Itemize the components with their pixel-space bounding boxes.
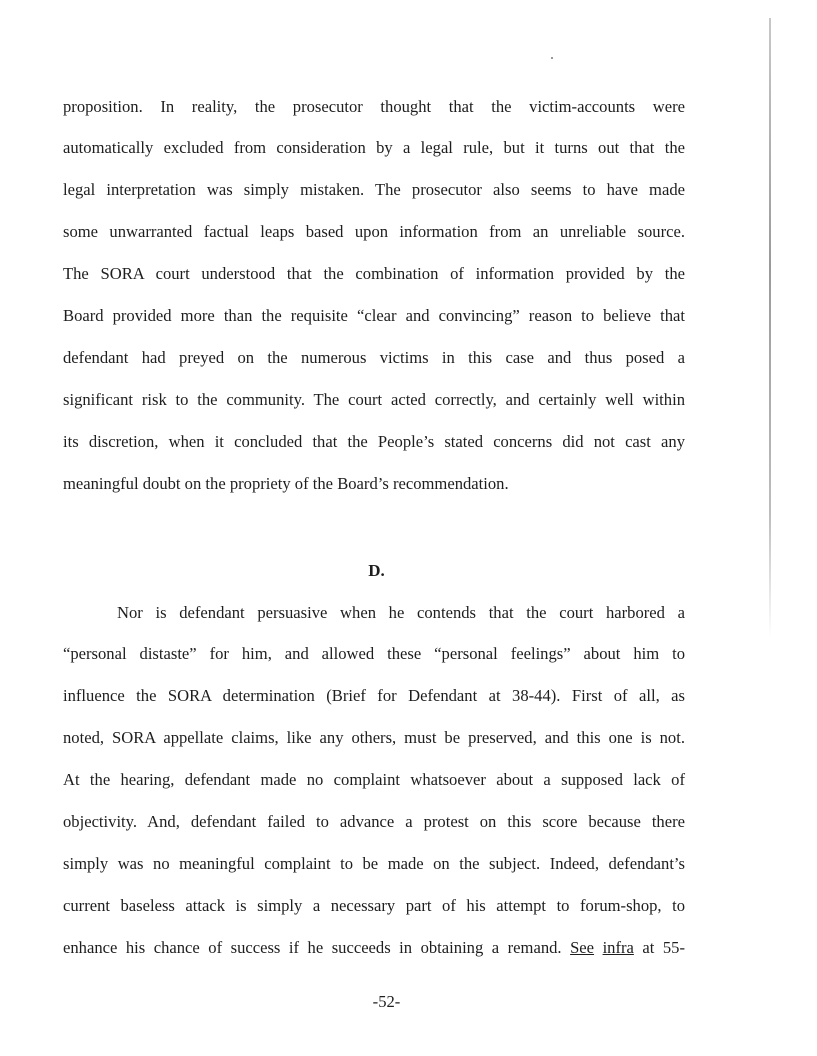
section-heading-label: D. xyxy=(368,561,385,580)
text-line: Nor is defendant persuasive when he contends that the court harbored a xyxy=(117,603,685,622)
text-line: influence the SORA determination (Brief for Defendant at 38-44). First of all, as xyxy=(63,686,685,705)
text-line: automatically excluded from consideration by a legal rule, but it turns out that the xyxy=(63,138,685,157)
text-line: its discretion, when it concluded that the People’s stated concerns did not cast any xyxy=(63,432,685,451)
text-line: meaningful doubt on the propriety of the Board’s recommendation. xyxy=(63,474,509,493)
text-segment: enhance his chance of success if he succeeds in obtaining a remand. xyxy=(63,938,571,957)
text-line: legal interpretation was simply mistaken. The prosecutor also seems to have made xyxy=(63,180,685,199)
text-line: some unwarranted factual leaps based upon information from an unreliable source. xyxy=(63,222,685,241)
text-line-with-citation xyxy=(63,938,685,958)
page-number xyxy=(0,992,817,1012)
text-line: simply was no meaningful complaint to be made on the subject. Indeed, defendant’s xyxy=(63,854,685,873)
text-line: The SORA court understood that the combination of information provided by the xyxy=(63,264,685,283)
text-line: current baseless attack is simply a necessary part of his attempt to forum-shop, to xyxy=(63,896,685,915)
scan-edge-shadow xyxy=(769,18,771,638)
text-line: Board provided more than the requisite “clear and convincing” reason to believe that xyxy=(63,306,685,325)
text-segment: at 55- xyxy=(633,938,685,957)
text-line: proposition. In reality, the prosecutor thought that the victim-accounts were xyxy=(63,97,685,116)
citation-see: See xyxy=(570,938,595,957)
scan-speck xyxy=(551,57,553,59)
text-line: objectivity. And, defendant failed to advance a protest on this score because there xyxy=(63,812,685,831)
text-line: defendant had preyed on the numerous victims in this case and thus posed a xyxy=(63,348,685,367)
text-line: noted, SORA appellate claims, like any others, must be preserved, and this one is not. xyxy=(63,728,685,747)
text-line: significant risk to the community. The court acted correctly, and certainly well within xyxy=(63,390,685,409)
text-line: “personal distaste” for him, and allowed these “personal feelings” about him to xyxy=(63,644,685,663)
citation-infra: infra xyxy=(602,938,634,957)
text-line: At the hearing, defendant made no complaint whatsoever about a supposed lack of xyxy=(63,770,685,789)
page-number-label: -52- xyxy=(372,992,401,1011)
section-heading xyxy=(0,561,817,581)
